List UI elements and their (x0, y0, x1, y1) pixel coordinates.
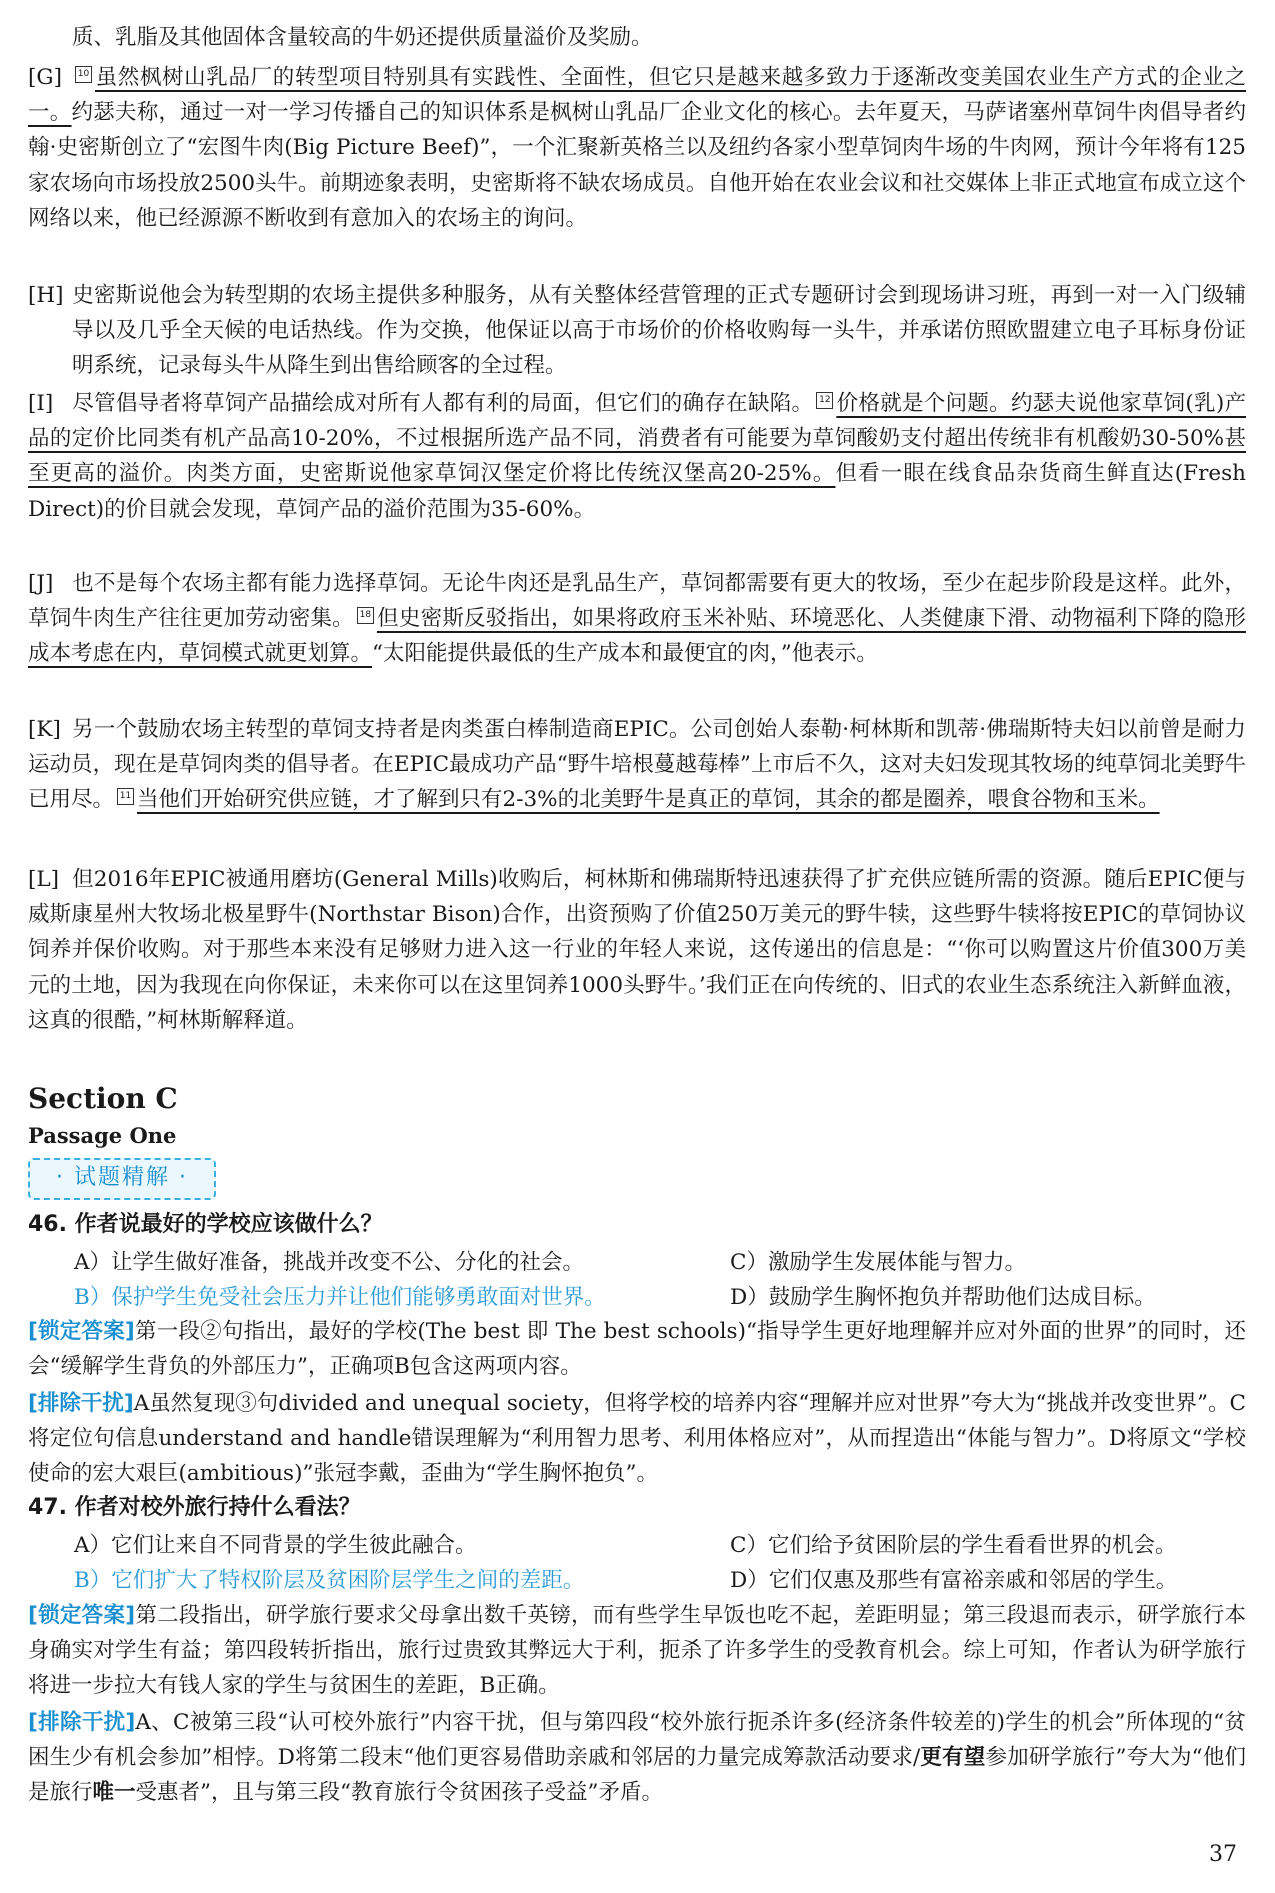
page-number: 37 (1209, 1842, 1237, 1867)
exclude-label: [排除干扰] (28, 1391, 134, 1416)
q46-option-b-answer: B）保护学生免受社会压力并让他们能够勇敢面对世界。 (74, 1285, 606, 1310)
underlined-sentence: 虽然枫树山乳品厂的转型项目特别具有实践性、全面性，但它只是越来越多致力于逐渐改变美国农业生产方式的企业之一。 (28, 65, 1246, 126)
explanation-text: 第一段②句指出，最好的学校(The best 即 The best schools)“指导学生更好地理解并应对外面的世界”的同时，还会“缓解学生背负的外部压力”，正确项B包含这两项内容。 (28, 1319, 1247, 1379)
paragraph-g (28, 60, 1246, 236)
paragraph-tag: [I] (28, 391, 54, 416)
paragraph-k (28, 712, 1246, 818)
underlined-sentence: 当他们开始研究供应链，才了解到只有2-3%的北美野牛是真正的草饲，其余的都是圈养，喂食谷物和玉米。 (137, 787, 1160, 813)
question-47-title: 47. 作者对校外旅行持什么看法？ (28, 1495, 361, 1520)
lock-answer-label: [锁定答案] (28, 1319, 135, 1344)
paragraph-l (28, 862, 1246, 1038)
question-marker: 10 (75, 66, 92, 83)
paragraph-j (28, 566, 1246, 672)
paragraph-text: 尽管倡导者将草饲产品描绘成对所有人都有利的局面，但它们的确存在缺陷。 (72, 391, 814, 416)
q47-option-d: D）它们仅惠及那些有富裕亲戚和邻居的学生。 (730, 1568, 1178, 1593)
emphasis-text: 更有望 (920, 1745, 986, 1770)
paragraph-text: 但2016年EPIC被通用磨坊(General Mills)收购后，柯林斯和佛瑞斯特迅速获得了扩充供应链所需的资源。随后EPIC便与威斯康星州大牧场北极星野牛(Northstar Bison)合作，出资预购了价值250万美元的野牛犊，这些野牛犊将按EPIC的草饲协议饲养并保价收购。对于那些本来没有足够财力进入这一行业的年轻人来说，这传递出的信息是：“‘你可以购置这片价值300万美元的土地，因为我现在向你保证，未来你可以在这里饲养1000头野牛。’我们正在向传统的、旧式的农业生态系统注入新鲜血液，这真的很酷，”柯林斯解释道。 (28, 867, 1246, 1033)
q47-lock-answer (28, 1598, 1246, 1703)
paragraph-tag: [H] (28, 283, 64, 308)
q47-option-a: A）它们让来自不同背景的学生彼此融合。 (74, 1533, 477, 1558)
q47-exclude-distractors (28, 1705, 1246, 1810)
explanation-text: A虽然复现③句divided and unequal society，但将学校的培养内容“理解并应对世界”夸大为“挑战并改变世界”。C将定位句信息understand and handle错误理解为“利用智力思考、利用体格应对”，从而捏造出“体能与智力”。D将原文“学校使命的宏大艰巨(ambitious)”张冠李戴，歪曲为“学生胸怀抱负”。 (28, 1391, 1246, 1486)
explanation-text: 第二段指出，研学旅行要求父母拿出数千英镑，而有些学生早饭也吃不起，差距明显；第三段退而表示，研学旅行本身确实对学生有益；第四段转折指出，旅行过贵致其弊远大于利，扼杀了许多学生的受教育机会。综上可知，作者认为研学旅行将进一步拉大有钱人家的学生与贫困生的差距，B正确。 (28, 1603, 1246, 1698)
q46-exclude-distractors (28, 1386, 1246, 1491)
paragraph-tag: [G] (28, 65, 62, 90)
section-heading: Section C (28, 1082, 178, 1115)
paragraph-tag: [K] (28, 717, 61, 742)
paragraph-tag: [L] (28, 867, 60, 892)
lock-answer-label: [锁定答案] (28, 1603, 136, 1628)
paragraph-text: 也不是每个农场主都有能力选择草饲。无论牛肉还是乳品生产，草饲都需要有更大的牧场，至少在起步阶段是这样。此外，草饲牛肉生产往往更加劳动密集。 (28, 571, 1246, 632)
q46-lock-answer (28, 1314, 1246, 1384)
q47-option-b-answer: B）它们扩大了特权阶层及贫困阶层学生之间的差距。 (74, 1568, 585, 1593)
question-46-title: 46. 作者说最好的学校应该做什么？ (28, 1212, 383, 1237)
exclude-label: [排除干扰] (28, 1710, 136, 1735)
paragraph-text: 但看一眼在线食品杂货商生鲜直达(Fresh Direct)的价目就会发现，草饲产品的溢价范围为35-60%。 (28, 461, 1246, 522)
paragraph-i (28, 386, 1246, 527)
explanation-badge: · 试题精解 · (28, 1158, 216, 1200)
underlined-sentence: 但史密斯反驳指出，如果将政府玉米补贴、环境恶化、人类健康下滑、动物福利下降的隐形成本考虑在内，草饲模式就更划算。 (28, 606, 1246, 667)
q47-option-c: C）它们给予贫困阶层的学生看看世界的机会。 (730, 1533, 1177, 1558)
explanation-text: A、C被第三段“认可校外旅行”内容干扰，但与第四段“校外旅行扼杀许多(经济条件较差的)学生的机会”所体现的“贫困生少有机会参加”相悖。D将第二段末“他们更容易借助亲戚和邻居的力量完成筹款活动要求/ (28, 1710, 1247, 1770)
question-marker: 11 (117, 788, 134, 805)
paragraph-text: 约瑟夫称，通过一对一学习传播自己的知识体系是枫树山乳品厂企业文化的核心。去年夏天，马萨诸塞州草饲牛肉倡导者约翰·史密斯创立了“宏图牛肉(Big Picture Beef)”，一个汇聚新英格兰以及纽约各家小型草饲肉牛场的牛肉网，预计今年将有125家农场向市场投放2500头牛。前期迹象表明，史密斯将不缺农场成员。自他开始在农业会议和社交媒体上非正式地宣布成立这个网络以来，他已经源源不断收到有意加入的农场主的询问。 (28, 100, 1246, 231)
emphasis-text: 唯一 (92, 1780, 136, 1805)
paragraph-text: “太阳能提供最低的生产成本和最便宜的肉，”他表示。 (372, 641, 878, 667)
paragraph-tag: [J] (28, 571, 54, 596)
paragraph-f-tail (28, 20, 1246, 55)
text-line: 质、乳脂及其他固体含量较高的牛奶还提供质量溢价及奖励。 (72, 25, 653, 50)
q46-option-c: C）激励学生发展体能与智力。 (730, 1250, 1026, 1275)
question-marker: 12 (816, 392, 833, 409)
underlined-sentence: 价格就是个问题。约瑟夫说他家草饲(乳)产品的定价比同类有机产品高10-20%，不过根据所选产品不同，消费者有可能要为草饲酸奶支付超出传统非有机酸奶30-50%甚至更高的溢价。肉类方面，史密斯说他家草饲汉堡定价将比传统汉堡高20-25%。 (28, 391, 1246, 487)
passage-heading: Passage One (28, 1123, 177, 1148)
explanation-text: 受惠者”，且与第三段“教育旅行令贫困孩子受益”矛盾。 (135, 1780, 664, 1805)
paragraph-text: 史密斯说他会为转型期的农场主提供多种服务，从有关整体经营管理的正式专题研讨会到现场讲习班，再到一对一入门级辅导以及几乎全天候的电话热线。作为交换，他保证以高于市场价的价格收购每一头牛，并承诺仿照欧盟建立电子耳标身份证明系统，记录每头牛从降生到出售给顾客的全过程。 (72, 283, 1246, 379)
paragraph-h (28, 278, 1246, 384)
paragraph-text: 另一个鼓励农场主转型的草饲支持者是肉类蛋白棒制造商EPIC。公司创始人泰勒·柯林斯和凯蒂·佛瑞斯特夫妇以前曾是耐力运动员，现在是草饲肉类的倡导者。在EPIC最成功产品“野牛培根蔓越莓棒”上市后不久，这对夫妇发现其牧场的纯草饲北美野牛已用尽。 (28, 717, 1246, 813)
q46-option-a: A）让学生做好准备，挑战并改变不公、分化的社会。 (74, 1250, 585, 1275)
question-marker: 18 (357, 607, 374, 624)
q46-option-d: D）鼓励学生胸怀抱负并帮助他们达成目标。 (730, 1285, 1156, 1310)
explanation-text: 参加研学旅行”夸大为“他们是旅行 (28, 1745, 1246, 1805)
